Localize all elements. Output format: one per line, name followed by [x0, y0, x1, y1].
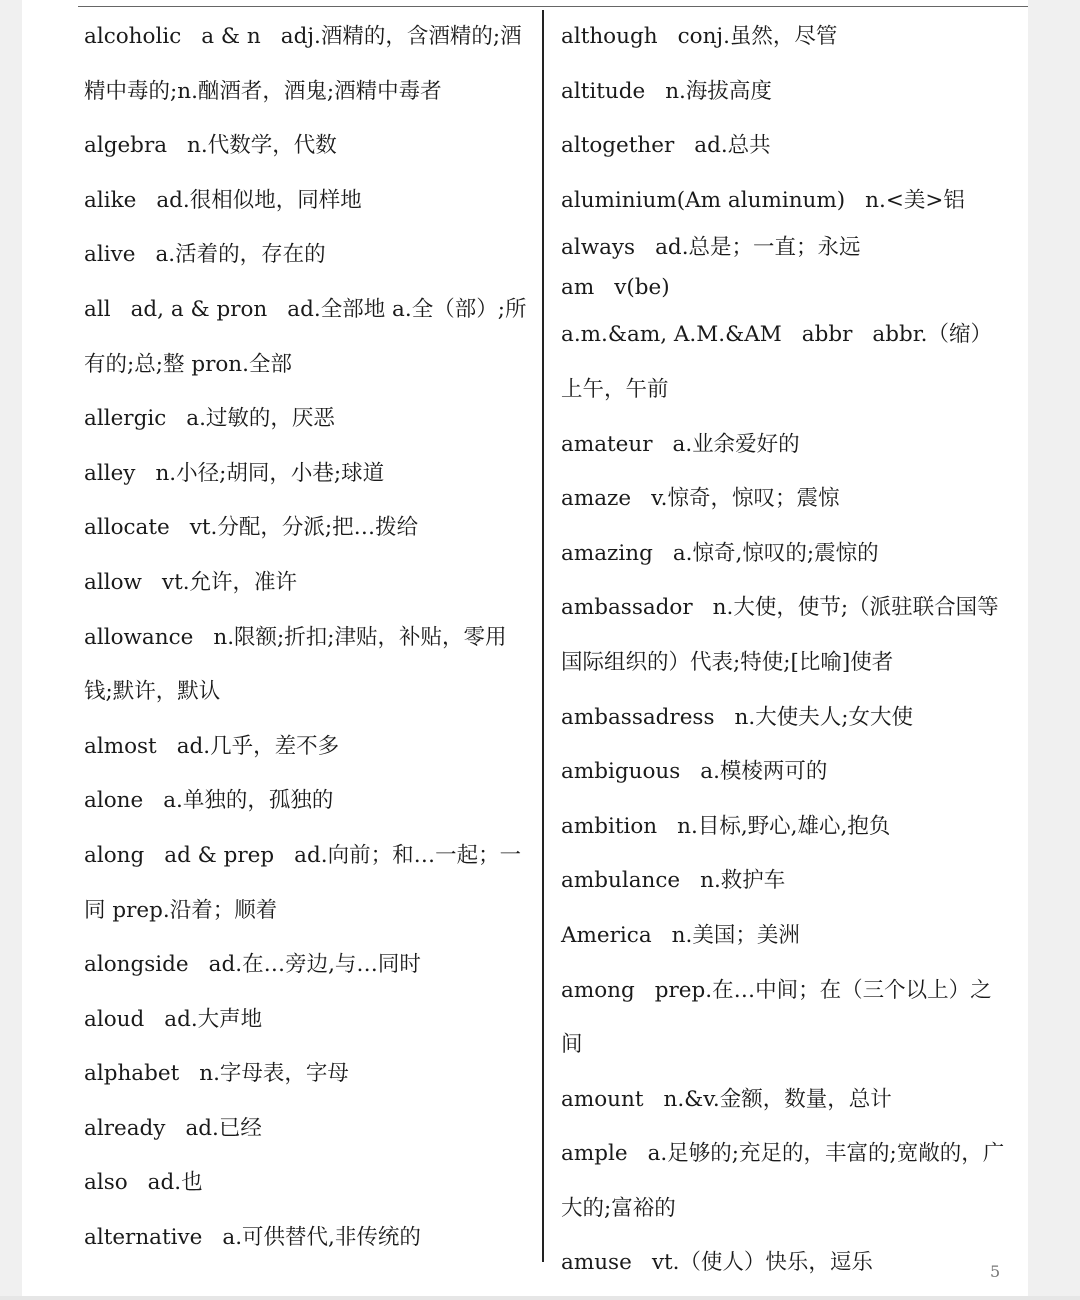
entry-definition: vt.允许，准许	[161, 569, 298, 595]
entry-definition: n.代数学，代数	[187, 133, 337, 159]
vocab-entry	[84, 938, 534, 993]
entry-word: alive	[84, 242, 136, 268]
entry-word: aluminium(Am aluminum)	[561, 187, 846, 213]
entry-word: almost	[84, 733, 157, 759]
entry-definition: n.字母表，字母	[199, 1061, 349, 1087]
vocab-entry	[561, 228, 1011, 268]
entry-word: amazing	[561, 540, 653, 566]
entry-definition: ad.大声地	[164, 1006, 263, 1032]
entry-definition: v.惊奇，惊叹；震惊	[651, 486, 840, 512]
entry-word: along	[84, 842, 145, 868]
entry-word: am	[561, 275, 595, 301]
entry-word: ambassador	[561, 595, 693, 621]
entry-definition: a.惊奇,惊叹的;震惊的	[672, 540, 879, 566]
entry-word: altitude	[561, 78, 646, 104]
entry-word: ample	[561, 1141, 628, 1167]
entry-definition: abbr.（缩）上午，午前	[561, 322, 993, 402]
document-page	[22, 0, 1028, 1300]
entry-definition: v(be)	[614, 275, 670, 301]
entry-definition: vt.分配，分派;把…拨给	[189, 515, 419, 541]
vocab-entry	[84, 1156, 534, 1211]
entry-definition: a.足够的;充足的，丰富的;宽敞的，广大的;富裕的	[561, 1141, 1005, 1221]
entry-definition: n.<美>铝	[865, 187, 965, 213]
entry-definition: n.美国；美洲	[671, 922, 800, 948]
entry-definition: ad.已经	[185, 1115, 262, 1141]
vocab-entry	[561, 65, 1011, 120]
vocab-entry	[561, 745, 1011, 800]
vocab-entry	[561, 800, 1011, 855]
entry-word: alone	[84, 788, 144, 814]
vocab-entry	[84, 611, 534, 720]
entry-definition: adj.酒精的，含酒精的;酒精中毒的;n.酗酒者，酒鬼;酒精中毒者	[84, 24, 522, 104]
vocab-entry	[561, 472, 1011, 527]
page-number: 5	[990, 1262, 1001, 1281]
vocab-entry	[561, 10, 1011, 65]
entry-word: allow	[84, 569, 142, 595]
vocab-entry	[84, 228, 534, 283]
vocab-entry	[84, 829, 534, 938]
entry-word: also	[84, 1170, 128, 1196]
entry-definition: ad.全部地 a.全（部）;所有的;总;整 pron.全部	[84, 296, 527, 377]
entry-definition: conj.虽然，尽管	[677, 24, 838, 49]
vocab-entry	[84, 720, 534, 775]
vocab-entry	[84, 1102, 534, 1157]
sheet-edge	[0, 1296, 1080, 1300]
vocab-entry	[84, 119, 534, 174]
entry-definition: a.活着的，存在的	[155, 242, 326, 268]
entry-word: ambiguous	[561, 759, 681, 785]
entry-definition: ad.几乎，差不多	[176, 733, 340, 759]
entry-definition: ad.很相似地，同样地	[156, 187, 362, 213]
vocab-entry	[84, 774, 534, 829]
entry-definition: ad.总是；一直；永远	[655, 235, 861, 261]
entry-definition: ad.也	[147, 1170, 203, 1196]
entry-definition: ad.在…旁边,与…同时	[208, 952, 421, 978]
entry-word: alphabet	[84, 1061, 180, 1087]
vocab-entry	[84, 501, 534, 556]
vocab-entry	[561, 1127, 1011, 1236]
entry-word: all	[84, 296, 111, 322]
left-column	[84, 10, 534, 1266]
entry-definition: n.&v.金额，数量，总计	[663, 1086, 892, 1112]
entry-part-of-speech: ad, a & pron	[130, 296, 268, 322]
right-column	[561, 10, 1011, 1291]
entry-definition: n.海拔高度	[665, 78, 772, 104]
entry-word: among	[561, 977, 635, 1003]
entry-definition: n.限额;折扣;津贴，补贴，零用钱;默许，默认	[84, 624, 507, 705]
vocab-entry	[84, 174, 534, 229]
entry-word: altogether	[561, 133, 675, 159]
entry-word: alongside	[84, 952, 189, 978]
vocab-entry	[84, 1047, 534, 1102]
vocab-entry	[84, 556, 534, 611]
entry-definition: vt.（使人）快乐，逗乐	[651, 1250, 873, 1276]
vocab-entry	[561, 174, 1011, 229]
entry-definition: n.目标,野心,雄心,抱负	[677, 813, 891, 839]
entry-word: amateur	[561, 431, 653, 457]
entry-part-of-speech: a & n	[201, 24, 261, 49]
entry-definition: a.过敏的，厌恶	[186, 406, 335, 432]
vocab-entry	[84, 447, 534, 502]
vocab-entry	[84, 10, 534, 119]
entry-word: alike	[84, 187, 137, 213]
entry-word: although	[561, 24, 658, 49]
entry-word: a.m.&am, A.M.&AM	[561, 322, 782, 348]
entry-word: alcoholic	[84, 24, 182, 49]
entry-word: amaze	[561, 486, 632, 512]
vocab-entry	[84, 283, 534, 392]
vocab-entry	[561, 854, 1011, 909]
entry-word: ambulance	[561, 868, 681, 894]
entry-definition: n.救护车	[700, 868, 786, 894]
top-rule	[78, 6, 1028, 7]
entry-definition: a.模棱两可的	[700, 759, 828, 785]
entry-word: America	[561, 922, 652, 948]
entry-word: algebra	[84, 133, 168, 159]
entry-part-of-speech: ad & prep	[164, 842, 275, 868]
vocab-entry	[561, 119, 1011, 174]
entry-definition: a.业余爱好的	[672, 431, 800, 457]
vocab-entry	[561, 308, 1011, 417]
vocab-entry	[561, 527, 1011, 582]
vocab-entry	[561, 418, 1011, 473]
column-divider	[542, 10, 544, 1262]
entry-definition: a.可供替代,非传统的	[222, 1225, 421, 1251]
entry-word: ambassadress	[561, 704, 715, 730]
vocab-entry	[84, 993, 534, 1048]
entry-part-of-speech: abbr	[801, 322, 853, 348]
entry-word: already	[84, 1115, 166, 1141]
entry-word: allocate	[84, 515, 170, 541]
vocab-entry	[561, 964, 1011, 1073]
entry-word: alternative	[84, 1225, 203, 1251]
vocab-entry	[84, 1211, 534, 1266]
entry-word: ambition	[561, 813, 658, 839]
entry-word: amuse	[561, 1250, 632, 1276]
vocab-entry	[561, 268, 1011, 308]
vocab-entry	[561, 1073, 1011, 1128]
entry-word: aloud	[84, 1006, 145, 1032]
entry-word: allergic	[84, 406, 167, 432]
entry-word: always	[561, 235, 636, 261]
entry-definition: n.大使夫人;女大使	[734, 704, 913, 730]
entry-definition: ad.向前；和…一起；一同 prep.沿着；顺着	[84, 842, 522, 923]
vocab-entry	[561, 691, 1011, 746]
entry-definition: n.大使，使节;（派驻联合国等国际组织的）代表;特使;[比喻]使者	[561, 595, 999, 675]
entry-definition: n.小径;胡同，小巷;球道	[155, 460, 385, 486]
vocab-entry	[561, 909, 1011, 964]
vocab-entry	[84, 392, 534, 447]
entry-word: amount	[561, 1086, 644, 1112]
entry-word: alley	[84, 460, 136, 486]
vocab-entry	[561, 581, 1011, 690]
entry-definition: ad.总共	[694, 133, 771, 159]
entry-word: allowance	[84, 624, 194, 650]
vocab-entry	[561, 1236, 1011, 1291]
entry-definition: a.单独的，孤独的	[163, 788, 334, 814]
entry-definition: prep.在…中间；在（三个以上）之间	[561, 977, 992, 1058]
